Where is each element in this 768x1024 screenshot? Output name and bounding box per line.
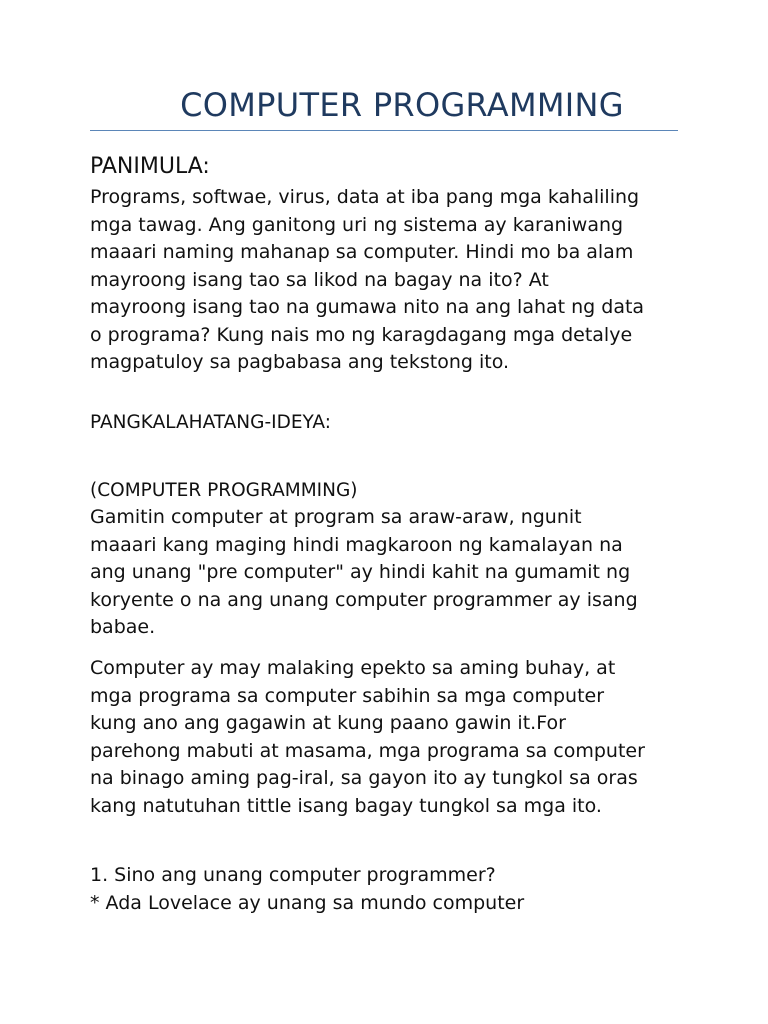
intro-line: mga tawag. Ang ganitong uri ng sistema ay karaniwang [90, 213, 624, 236]
intro-line: o programa? Kung nais mo ng karagdagang mga detalye [90, 323, 633, 346]
body2-line: kung ano ang gagawin at kung paano gawin it.For [90, 712, 566, 734]
question-1: 1. Sino ang unang computer programmer? [90, 864, 496, 886]
body2-line: Computer ay may malaking epekto sa aming buhay, at [90, 657, 616, 679]
intro-paragraph [90, 184, 690, 377]
intro-line: mayroong isang tao na gumawa nito na ang lahat ng data [90, 296, 645, 318]
intro-line: maaari naming mahanap sa computer. Hindi mo ba alam [90, 241, 634, 263]
answer-1: * Ada Lovelace ay unang sa mundo computer [90, 891, 525, 914]
intro-line: magpatuloy sa pagbabasa ang tekstong ito. [90, 351, 510, 373]
body2-line: parehong mabuti at masama, mga programa sa computer [90, 739, 645, 762]
qa-block [90, 862, 690, 917]
general-idea-heading: PANGKALAHATANG-IDEYA: [90, 412, 331, 433]
body2-line: kang natutuhan tittle isang bagay tungkol sa mga ito. [90, 794, 602, 817]
body1-line: ang unang "pre computer" ay hindi kahit na gumamit ng [90, 561, 631, 583]
body-paragraph-2 [90, 655, 690, 820]
body1-line: maaari kang maging hindi magkaroon ng kamalayan na [90, 533, 623, 556]
body2-line: na binago aming pag-iral, sa gayon ito ay tungkol sa oras [90, 767, 638, 789]
intro-line: Programs, softwae, virus, data at iba pang mga kahaliling [90, 186, 640, 208]
title-underline [90, 130, 678, 131]
page-title: COMPUTER PROGRAMMING [180, 86, 624, 124]
intro-line: mayroong isang tao sa likod na bagay na ito? At [90, 268, 549, 291]
body1-line: babae. [90, 616, 156, 638]
body1-line: Gamitin computer at program sa araw-araw, ngunit [90, 506, 582, 528]
body2-line: mga programa sa computer sabihin sa mga computer [90, 684, 605, 707]
body-paragraph-1 [90, 504, 690, 642]
subtopic-label: (COMPUTER PROGRAMMING) [90, 480, 358, 501]
body1-line: koryente o na ang unang computer programmer ay isang [90, 588, 638, 611]
intro-heading: PANIMULA: [90, 154, 210, 179]
